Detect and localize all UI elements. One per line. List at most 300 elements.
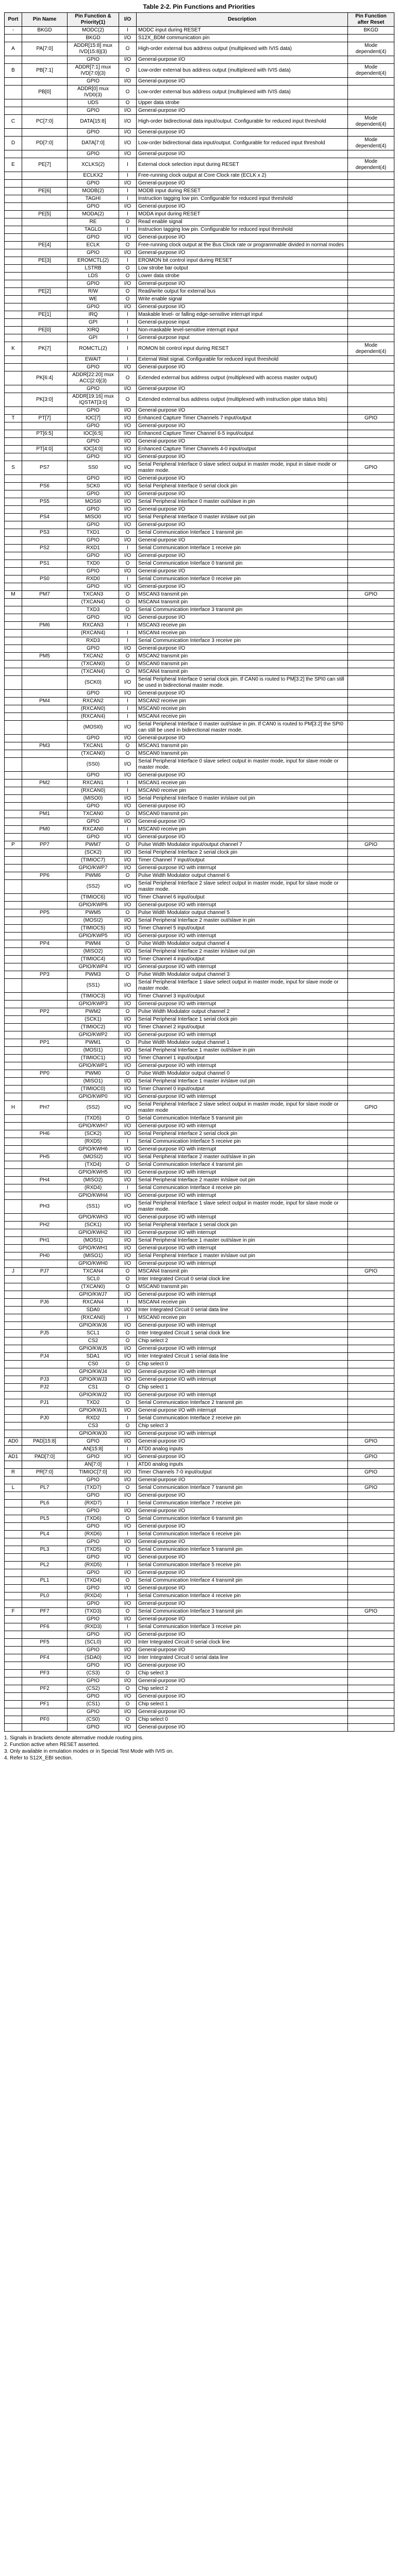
table-row: [5, 902, 394, 909]
cell-pin-name: [22, 364, 68, 371]
cell-pin-function: GPIO: [68, 150, 119, 158]
cell-port: D: [5, 137, 22, 150]
cell-after-reset: [348, 575, 394, 583]
table-row: [5, 1031, 394, 1039]
cell-pin-function: GPIO: [68, 1538, 119, 1546]
table-row: [5, 1177, 394, 1184]
cell-description: General-purpose I/O: [137, 203, 348, 211]
cell-description: Serial Communication Interface 4 transmit pin: [137, 1577, 348, 1585]
cell-port: [5, 1554, 22, 1562]
cell-io: I/O: [119, 438, 137, 446]
cell-after-reset: [348, 1647, 394, 1654]
cell-after-reset: [348, 552, 394, 560]
cell-pin-name: [22, 1554, 68, 1562]
cell-pin-function: (TIMIOC0): [68, 1086, 119, 1093]
cell-after-reset: [348, 180, 394, 188]
cell-after-reset: [348, 1523, 394, 1531]
cell-io: I/O: [119, 552, 137, 560]
cell-description: General-purpose I/O with interrupt: [137, 1392, 348, 1399]
cell-port: AD0: [5, 1438, 22, 1446]
cell-pin-function: (RXD4): [68, 1592, 119, 1600]
cell-after-reset: [348, 1500, 394, 1507]
cell-pin-function: PWM1: [68, 1039, 119, 1047]
cell-port: [5, 1192, 22, 1200]
cell-io: I: [119, 1531, 137, 1538]
cell-description: Upper data strobe: [137, 99, 348, 107]
cell-after-reset: [348, 993, 394, 1001]
cell-pin-name: [22, 234, 68, 242]
cell-description: General-purpose I/O: [137, 303, 348, 311]
cell-after-reset: [348, 129, 394, 137]
cell-after-reset: [348, 446, 394, 453]
cell-after-reset: [348, 1616, 394, 1623]
cell-after-reset: [348, 668, 394, 676]
cell-io: I/O: [119, 1554, 137, 1562]
cell-description: General-purpose I/O: [137, 1600, 348, 1608]
table-row: [5, 1631, 394, 1639]
cell-io: I/O: [119, 180, 137, 188]
table-row: [5, 303, 394, 311]
cell-description: Serial Communication Interface 5 transmit pin: [137, 1115, 348, 1123]
cell-pin-function: (TIMIOC5): [68, 925, 119, 933]
table-row: [5, 1283, 394, 1291]
cell-description: Pulse Width Modulator input/output channel 7: [137, 841, 348, 849]
cell-after-reset: GPIO: [348, 841, 394, 849]
cell-description: General-purpose I/O with interrupt: [137, 1322, 348, 1330]
cell-pin-function: (RXD7): [68, 1500, 119, 1507]
cell-pin-name: PH1: [22, 1237, 68, 1245]
cell-io: I/O: [119, 203, 137, 211]
table-row: [5, 273, 394, 280]
footnote: 2. Function active when RESET asserted.: [4, 1742, 100, 1748]
cell-after-reset: [348, 1039, 394, 1047]
table-row: [5, 787, 394, 795]
cell-io: O: [119, 218, 137, 226]
cell-pin-function: GPIO: [68, 568, 119, 575]
cell-description: Serial Communication Interface 6 transmit pin: [137, 1515, 348, 1523]
cell-after-reset: [348, 963, 394, 971]
cell-io: I/O: [119, 430, 137, 438]
cell-pin-name: [22, 1446, 68, 1453]
cell-io: I/O: [119, 1677, 137, 1685]
cell-description: Chip select 0: [137, 1716, 348, 1724]
cell-port: [5, 1184, 22, 1192]
cell-description: Chip select 3: [137, 1670, 348, 1677]
table-row: [5, 849, 394, 857]
table-row: [5, 446, 394, 453]
cell-description: Serial Peripheral Interface 2 master in/slave out pin: [137, 1177, 348, 1184]
table-row: [5, 1123, 394, 1130]
cell-pin-function: SCK0: [68, 483, 119, 490]
cell-port: [5, 1677, 22, 1685]
cell-after-reset: [348, 933, 394, 940]
table-row: [5, 758, 394, 772]
cell-description: ATD0 analog inputs: [137, 1461, 348, 1469]
table-row: [5, 713, 394, 721]
table-row: [5, 1453, 394, 1461]
cell-io: O: [119, 529, 137, 537]
cell-description: Serial Peripheral Interface 1 master out/slave in pin: [137, 1237, 348, 1245]
cell-pin-name: PP0: [22, 1070, 68, 1078]
cell-port: [5, 865, 22, 872]
cell-pin-name: PL6: [22, 1500, 68, 1507]
cell-io: I: [119, 779, 137, 787]
cell-description: General-purpose I/O: [137, 521, 348, 529]
cell-description: MSCAN0 transmit pin: [137, 660, 348, 668]
cell-pin-name: [22, 637, 68, 645]
cell-pin-name: PT[6:5]: [22, 430, 68, 438]
cell-description: General-purpose I/O: [137, 1523, 348, 1531]
cell-pin-function: GPIO/KWJ4: [68, 1368, 119, 1376]
cell-pin-function: PWM2: [68, 1008, 119, 1016]
cell-pin-name: [22, 894, 68, 902]
cell-after-reset: [348, 630, 394, 637]
cell-port: [5, 1500, 22, 1507]
cell-port: [5, 1283, 22, 1291]
cell-pin-name: [22, 857, 68, 865]
cell-port: [5, 1115, 22, 1123]
cell-io: I: [119, 622, 137, 630]
cell-pin-name: PP5: [22, 909, 68, 917]
cell-pin-function: LSTRB: [68, 265, 119, 273]
cell-io: I/O: [119, 979, 137, 993]
cell-io: I/O: [119, 453, 137, 461]
cell-description: General-purpose I/O with interrupt: [137, 1376, 348, 1384]
cell-io: I/O: [119, 1260, 137, 1268]
cell-port: [5, 622, 22, 630]
cell-after-reset: [348, 1086, 394, 1093]
cell-pin-name: [22, 1616, 68, 1623]
cell-io: I/O: [119, 78, 137, 86]
cell-after-reset: [348, 1507, 394, 1515]
cell-port: [5, 506, 22, 514]
cell-pin-name: [22, 1492, 68, 1500]
cell-port: [5, 1123, 22, 1130]
cell-io: I/O: [119, 498, 137, 506]
cell-port: [5, 453, 22, 461]
cell-port: [5, 1016, 22, 1024]
cell-io: I: [119, 1446, 137, 1453]
cell-port: [5, 872, 22, 880]
cell-io: I/O: [119, 1430, 137, 1438]
cell-port: [5, 1291, 22, 1299]
table-row: [5, 1184, 394, 1192]
cell-pin-name: [22, 1260, 68, 1268]
cell-port: [5, 1701, 22, 1708]
cell-after-reset: [348, 902, 394, 909]
cell-pin-name: [22, 1677, 68, 1685]
cell-pin-name: [22, 453, 68, 461]
table-row: [5, 1252, 394, 1260]
cell-pin-name: PM0: [22, 826, 68, 834]
cell-port: [5, 1252, 22, 1260]
cell-pin-name: [22, 614, 68, 622]
cell-description: General-purpose I/O: [137, 1662, 348, 1670]
cell-description: Serial Communication Interface 7 receive pin: [137, 1500, 348, 1507]
cell-after-reset: [348, 1461, 394, 1469]
cell-pin-name: [22, 35, 68, 42]
cell-pin-name: PL4: [22, 1531, 68, 1538]
cell-port: [5, 226, 22, 234]
cell-io: I/O: [119, 56, 137, 64]
cell-pin-name: [22, 606, 68, 614]
cell-pin-name: PP1: [22, 1039, 68, 1047]
cell-pin-name: PM1: [22, 810, 68, 818]
cell-pin-name: [22, 1523, 68, 1531]
cell-after-reset: [348, 257, 394, 265]
cell-io: I/O: [119, 1062, 137, 1070]
cell-after-reset: BKGD: [348, 27, 394, 35]
cell-pin-name: [22, 948, 68, 956]
cell-io: I/O: [119, 1724, 137, 1732]
cell-port: M: [5, 591, 22, 599]
cell-after-reset: [348, 1376, 394, 1384]
footnote: 3. Only available in emulation modes or in Special Test Mode with IVIS on.: [4, 1749, 174, 1754]
cell-pin-name: [22, 1214, 68, 1222]
cell-pin-function: WE: [68, 296, 119, 303]
cell-description: Serial Peripheral Interface 0 master out/slave in pin. If CAN0 is routed to PM[3:2] the SPI0 can still be used in bidirectional master mode.: [137, 721, 348, 735]
table-row: [5, 637, 394, 645]
cell-pin-name: PF0: [22, 1716, 68, 1724]
cell-pin-function: GPIO: [68, 490, 119, 498]
table-row: [5, 560, 394, 568]
cell-pin-function: GPI: [68, 334, 119, 342]
cell-port: [5, 1047, 22, 1055]
cell-after-reset: [348, 1123, 394, 1130]
cell-after-reset: [348, 1685, 394, 1693]
cell-after-reset: [348, 690, 394, 698]
cell-description: Serial Communication Interface 4 transmit pin: [137, 1161, 348, 1169]
table-row: [5, 668, 394, 676]
table-row: [5, 288, 394, 296]
cell-after-reset: [348, 750, 394, 758]
cell-pin-function: (TIMIOC7): [68, 857, 119, 865]
cell-after-reset: [348, 490, 394, 498]
cell-port: [5, 1078, 22, 1086]
cell-description: EROMON bit control input during RESET: [137, 257, 348, 265]
cell-description: MSCAN3 receive pin: [137, 622, 348, 630]
cell-description: General-purpose I/O: [137, 407, 348, 415]
cell-pin-name: [22, 1291, 68, 1299]
cell-pin-function: GPIO/KWJ7: [68, 1291, 119, 1299]
cell-io: O: [119, 1115, 137, 1123]
cell-port: [5, 787, 22, 795]
cell-pin-name: [22, 99, 68, 107]
table-row: [5, 1500, 394, 1507]
table-row: [5, 1724, 394, 1732]
cell-port: B: [5, 64, 22, 78]
cell-pin-name: [22, 422, 68, 430]
cell-pin-function: GPIO: [68, 521, 119, 529]
cell-description: Serial Communication Interface 1 transmit pin: [137, 529, 348, 537]
cell-port: [5, 1685, 22, 1693]
cell-after-reset: [348, 1062, 394, 1070]
cell-pin-function: PWM5: [68, 909, 119, 917]
cell-description: General-purpose I/O: [137, 1507, 348, 1515]
table-body: [5, 27, 394, 1732]
cell-pin-function: ECLKX2: [68, 172, 119, 180]
cell-pin-function: R/W: [68, 288, 119, 296]
cell-pin-function: RXD0: [68, 575, 119, 583]
cell-pin-function: (RXD6): [68, 1531, 119, 1538]
cell-pin-function: GPIO: [68, 364, 119, 371]
header-row: [5, 13, 394, 27]
cell-port: [5, 195, 22, 203]
cell-description: General-purpose I/O: [137, 490, 348, 498]
cell-pin-function: (MOSI1): [68, 1047, 119, 1055]
cell-port: [5, 319, 22, 327]
cell-io: I/O: [119, 1693, 137, 1701]
cell-description: General-purpose I/O with interrupt: [137, 1430, 348, 1438]
cell-pin-function: MODC(2): [68, 27, 119, 35]
cell-pin-function: GPIO: [68, 180, 119, 188]
cell-port: [5, 514, 22, 521]
table-row: [5, 226, 394, 234]
cell-io: I: [119, 713, 137, 721]
table-row: [5, 750, 394, 758]
table-row: [5, 1016, 394, 1024]
cell-pin-function: (TXD4): [68, 1577, 119, 1585]
cell-pin-function: GPIO: [68, 107, 119, 115]
cell-port: [5, 668, 22, 676]
table-row: [5, 188, 394, 195]
cell-pin-function: GPIO/KWH3: [68, 1214, 119, 1222]
cell-io: I: [119, 172, 137, 180]
cell-after-reset: [348, 826, 394, 834]
cell-port: [5, 1307, 22, 1314]
table-row: [5, 257, 394, 265]
cell-after-reset: [348, 1677, 394, 1685]
cell-pin-function: GPIO/KWH6: [68, 1146, 119, 1154]
cell-pin-function: SS0: [68, 461, 119, 475]
cell-port: -: [5, 27, 22, 35]
table-row: [5, 327, 394, 334]
cell-pin-name: [22, 195, 68, 203]
cell-after-reset: [348, 1047, 394, 1055]
cell-after-reset: [348, 371, 394, 385]
cell-port: [5, 545, 22, 552]
cell-pin-function: ADDR[22:20] mux ACC[2:0](3): [68, 371, 119, 385]
cell-io: O: [119, 668, 137, 676]
cell-description: General-purpose I/O: [137, 645, 348, 653]
cell-pin-name: PL2: [22, 1562, 68, 1569]
table-row: [5, 1115, 394, 1123]
table-row: [5, 1569, 394, 1577]
cell-after-reset: [348, 288, 394, 296]
cell-description: General-purpose I/O with interrupt: [137, 902, 348, 909]
cell-description: General-purpose I/O: [137, 107, 348, 115]
cell-io: I/O: [119, 993, 137, 1001]
cell-pin-name: PT[4:0]: [22, 446, 68, 453]
cell-io: O: [119, 660, 137, 668]
cell-pin-function: (MOSI2): [68, 917, 119, 925]
cell-io: I/O: [119, 1123, 137, 1130]
cell-description: MSCAN3 transmit pin: [137, 591, 348, 599]
cell-port: [5, 1086, 22, 1093]
cell-description: Serial Peripheral Interface 2 serial clock pin: [137, 849, 348, 857]
cell-pin-name: [22, 705, 68, 713]
cell-io: I/O: [119, 1024, 137, 1031]
cell-description: Write enable signal: [137, 296, 348, 303]
cell-after-reset: [348, 1276, 394, 1283]
cell-pin-name: PF3: [22, 1670, 68, 1677]
cell-description: Free-running clock output at Core Clock rate (ECLK x 2): [137, 172, 348, 180]
cell-pin-name: PL5: [22, 1515, 68, 1523]
cell-pin-function: RXCAN4: [68, 1299, 119, 1307]
table-row: [5, 599, 394, 606]
cell-description: Serial Peripheral Interface 2 slave select output in master mode, input for slave mode or master mode.: [137, 880, 348, 894]
cell-description: General-purpose I/O: [137, 1554, 348, 1562]
cell-io: I/O: [119, 1600, 137, 1608]
cell-io: I: [119, 334, 137, 342]
cell-after-reset: [348, 1392, 394, 1399]
cell-pin-name: [22, 956, 68, 963]
cell-after-reset: GPIO: [348, 1268, 394, 1276]
cell-port: [5, 265, 22, 273]
cell-after-reset: Mode dependent(4): [348, 342, 394, 356]
cell-port: [5, 1631, 22, 1639]
cell-after-reset: [348, 599, 394, 606]
cell-after-reset: [348, 787, 394, 795]
cell-pin-function: IOC[6:5]: [68, 430, 119, 438]
cell-pin-function: (MISO1): [68, 1252, 119, 1260]
cell-port: [5, 218, 22, 226]
cell-io: I: [119, 188, 137, 195]
cell-pin-function: (RXCAN4): [68, 713, 119, 721]
table-row: [5, 705, 394, 713]
cell-description: Serial Communication Interface 5 receive pin: [137, 1138, 348, 1146]
cell-after-reset: [348, 1538, 394, 1546]
cell-port: [5, 1146, 22, 1154]
cell-description: General-purpose I/O: [137, 1538, 348, 1546]
cell-pin-function: TXCAN1: [68, 742, 119, 750]
cell-pin-name: PS5: [22, 498, 68, 506]
cell-pin-name: [22, 407, 68, 415]
cell-io: O: [119, 1484, 137, 1492]
cell-pin-name: [22, 265, 68, 273]
table-row: [5, 453, 394, 461]
cell-port: [5, 568, 22, 575]
table-row: [5, 1337, 394, 1345]
cell-pin-name: PS7: [22, 461, 68, 475]
cell-port: [5, 1616, 22, 1623]
cell-io: O: [119, 1268, 137, 1276]
table-row: [5, 180, 394, 188]
cell-pin-function: (MOSI0): [68, 721, 119, 735]
cell-port: [5, 560, 22, 568]
cell-after-reset: [348, 857, 394, 865]
cell-pin-function: GPIO: [68, 1492, 119, 1500]
cell-pin-function: (TXD5): [68, 1115, 119, 1123]
cell-pin-function: (TXD6): [68, 1515, 119, 1523]
cell-description: General-purpose I/O: [137, 818, 348, 826]
table-row: [5, 1677, 394, 1685]
cell-io: I/O: [119, 137, 137, 150]
cell-io: I/O: [119, 1252, 137, 1260]
cell-description: Enhanced Capture Timer Channel 6-5 input/output: [137, 430, 348, 438]
cell-description: Maskable level- or falling edge-sensitive interrupt input: [137, 311, 348, 319]
table-row: [5, 1200, 394, 1214]
cell-pin-name: [22, 993, 68, 1001]
cell-description: General-purpose I/O with interrupt: [137, 963, 348, 971]
cell-io: I/O: [119, 1055, 137, 1062]
cell-after-reset: [348, 35, 394, 42]
cell-pin-function: (TXD3): [68, 1608, 119, 1616]
cell-io: I: [119, 705, 137, 713]
cell-pin-function: GPIO: [68, 203, 119, 211]
footnote: 4. Refer to S12X_EBI section.: [4, 1755, 73, 1761]
cell-io: I: [119, 311, 137, 319]
